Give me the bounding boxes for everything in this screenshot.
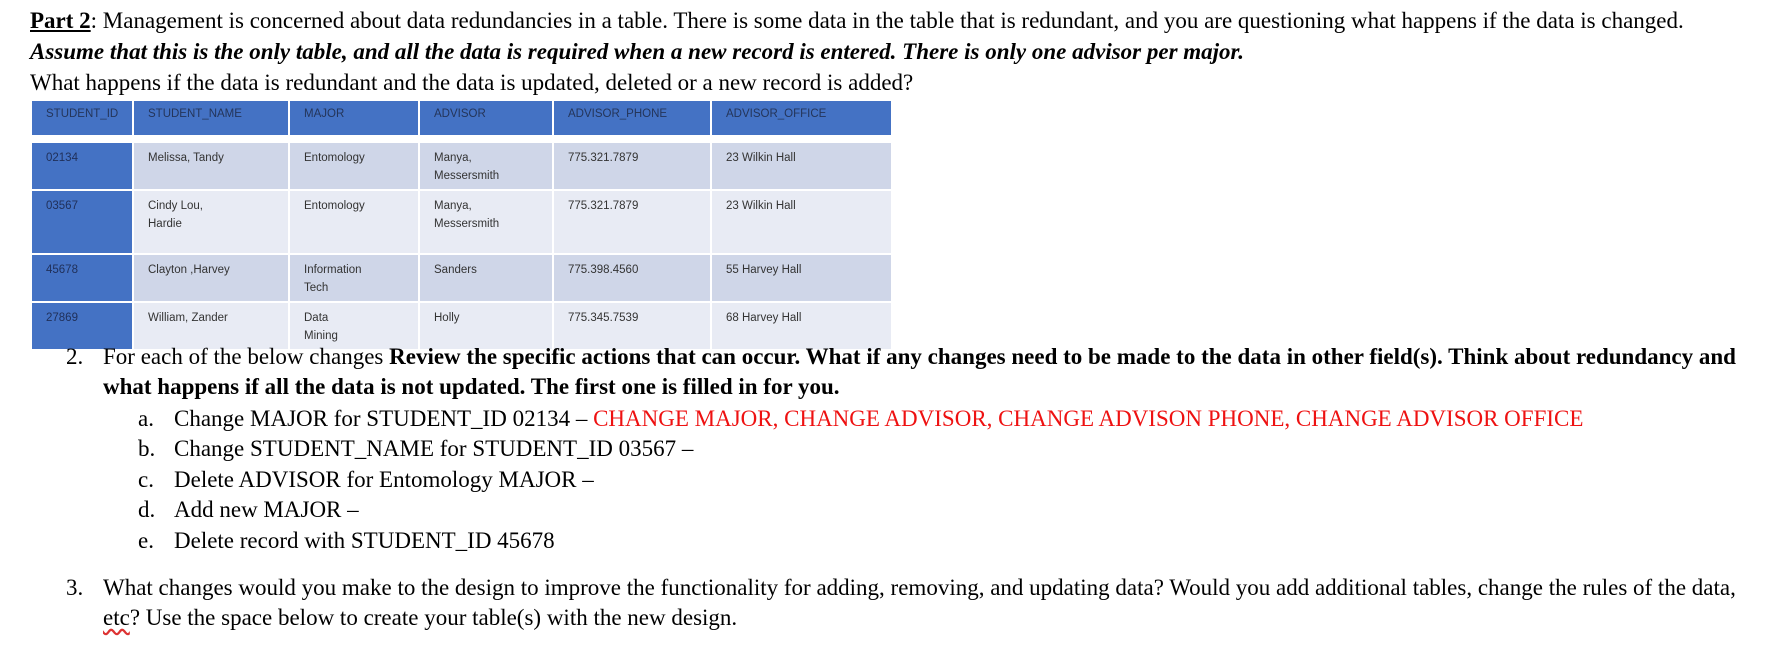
cell-advisor: Manya, Messersmith	[419, 190, 553, 254]
header-major: MAJOR	[289, 100, 419, 136]
cell-advisor-office: 68 Harvey Hall	[711, 302, 892, 350]
cell-major: Information Tech	[289, 254, 419, 302]
question-2-text	[103, 342, 1773, 402]
question-3-text-b: ? Use the space below to create your table(s) with the new design.	[129, 605, 738, 630]
header-advisor-phone: ADVISOR_PHONE	[553, 100, 711, 136]
intro-line-2: Assume that this is the only table, and all the data is required when a new record is entered. There is only one advisor per major.	[30, 39, 1244, 64]
intro-line-1-text: : Management is concerned about data redundancies in a table. There is some data in the table that is redundant, and you are questioning what happens if the data is changed.	[90, 8, 1684, 33]
cell-student-name: William, Zander	[133, 302, 289, 350]
table-row	[31, 142, 892, 190]
cell-advisor-phone: 775.321.7879	[553, 142, 711, 190]
item-label: a.	[138, 406, 154, 431]
header-advisor-office: ADVISOR_OFFICE	[711, 100, 892, 136]
table-header-row	[31, 100, 892, 136]
cell-student-name: Clayton ,Harvey	[133, 254, 289, 302]
cell-advisor-office: 23 Wilkin Hall	[711, 190, 892, 254]
part-label: Part 2	[30, 8, 91, 33]
header-student-name: STUDENT_NAME	[133, 100, 289, 136]
list-item	[138, 495, 359, 525]
question-3-number: 3.	[66, 575, 84, 600]
list-item	[138, 465, 594, 495]
item-answer: CHANGE MAJOR, CHANGE ADVISOR, CHANGE ADVISON PHONE, CHANGE ADVISOR OFFICE	[593, 406, 1584, 431]
item-text: Change MAJOR for STUDENT_ID 02134 –	[174, 406, 594, 431]
item-label: c.	[138, 467, 154, 492]
item-label: e.	[138, 528, 154, 553]
header-advisor: ADVISOR	[419, 100, 553, 136]
cell-student-name: Melissa, Tandy	[133, 142, 289, 190]
question-2-bold: Review the specific actions that can occur. What if any changes need to be made to the data in other field(s). Think about redundancy and what happens if all the data is not updated. The first one is filled in for you.	[103, 344, 1736, 399]
cell-student-name: Cindy Lou, Hardie	[133, 190, 289, 254]
redundancy-table	[30, 99, 893, 351]
item-text: Delete ADVISOR for Entomology MAJOR –	[174, 467, 594, 492]
cell-advisor-phone: 775.398.4560	[553, 254, 711, 302]
item-text: Change STUDENT_NAME for STUDENT_ID 03567 –	[174, 436, 694, 461]
cell-student-id: 27869	[31, 302, 133, 350]
cell-major: Entomology	[289, 142, 419, 190]
list-item	[138, 526, 555, 556]
list-item	[138, 404, 1583, 434]
question-3-text-a: What changes would you make to the design to improve the functionality for adding, removing, and updating data? Would you add additional tables, change the rules of the data,	[103, 575, 1736, 600]
question-2-number: 2.	[66, 344, 84, 369]
item-text: Add new MAJOR –	[174, 497, 359, 522]
cell-student-id: 02134	[31, 142, 133, 190]
cell-advisor: Sanders	[419, 254, 553, 302]
table-row	[31, 254, 892, 302]
question-2-lead: For each of the below changes	[103, 344, 390, 369]
question-3-text	[103, 573, 1773, 633]
cell-advisor-office: 55 Harvey Hall	[711, 254, 892, 302]
item-label: d.	[138, 497, 156, 522]
cell-student-id: 03567	[31, 190, 133, 254]
cell-advisor: Holly	[419, 302, 553, 350]
cell-major: Entomology	[289, 190, 419, 254]
intro-line-1	[30, 6, 1684, 36]
cell-advisor-phone: 775.345.7539	[553, 302, 711, 350]
question-3-etc: etc	[103, 605, 130, 630]
item-text: Delete record with STUDENT_ID 45678	[174, 528, 555, 553]
intro-line-3: What happens if the data is redundant and the data is updated, deleted or a new record is added?	[30, 70, 914, 95]
cell-advisor: Manya, Messersmith	[419, 142, 553, 190]
item-label: b.	[138, 436, 156, 461]
table-row	[31, 190, 892, 254]
cell-advisor-phone: 775.321.7879	[553, 190, 711, 254]
cell-advisor-office: 23 Wilkin Hall	[711, 142, 892, 190]
header-student-id: STUDENT_ID	[31, 100, 133, 136]
cell-student-id: 45678	[31, 254, 133, 302]
cell-major: Data Mining	[289, 302, 419, 350]
list-item	[138, 434, 693, 464]
